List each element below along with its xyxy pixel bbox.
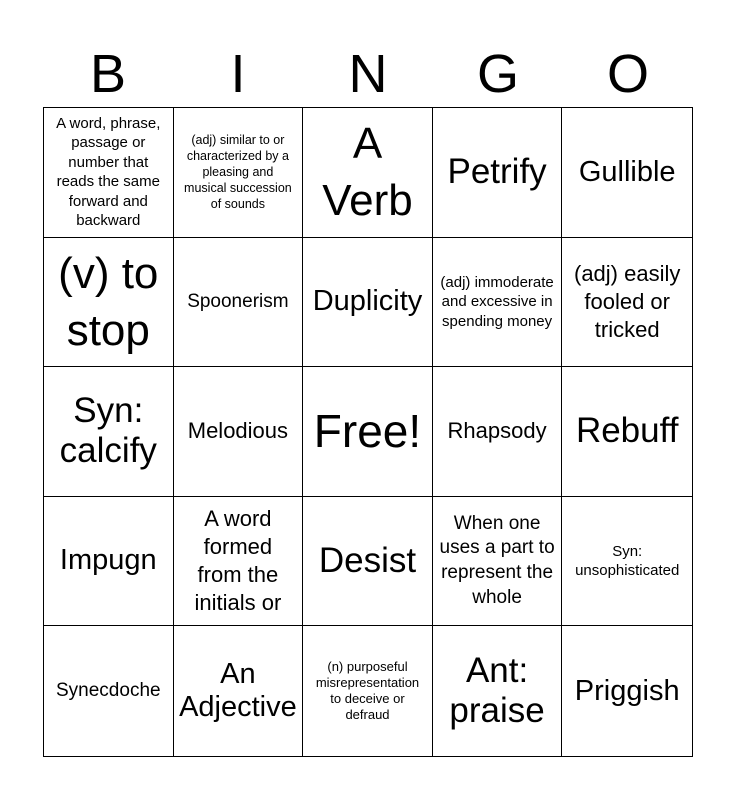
bingo-cell: Synecdoche [44, 626, 174, 756]
bingo-cell: Syn: calcify [44, 367, 174, 497]
bingo-cell: Impugn [44, 497, 174, 627]
header-letter-n: N [348, 44, 388, 104]
bingo-cell: A word formed from the initials or [174, 497, 304, 627]
bingo-cell: (adj) immoderate and excessive in spending money [433, 238, 563, 368]
bingo-header [43, 40, 693, 108]
bingo-cell: Ant: praise [433, 626, 563, 756]
bingo-grid [43, 107, 693, 757]
bingo-cell: A word, phrase, passage or number that reads the same forward and backward [44, 108, 174, 238]
bingo-cell: (v) to stop [44, 238, 174, 368]
header-letter-g: G [476, 44, 519, 104]
bingo-cell: When one uses a part to represent the whole [433, 497, 563, 627]
bingo-cell: Melodious [174, 367, 304, 497]
bingo-cell: Priggish [574, 674, 680, 707]
bingo-cell: Rebuff [562, 367, 692, 497]
bingo-cell: Syn: unsophisticated [562, 497, 692, 627]
bingo-cell: Spoonerism [174, 238, 304, 368]
bingo-cell: A Verb [303, 108, 433, 238]
header-letter-b: B [89, 44, 127, 104]
header-letter-i: I [230, 44, 246, 104]
bingo-cell: (n) purposeful misrepresentation to deceive or defraud [303, 626, 433, 756]
bingo-cell: An Adjective [174, 626, 304, 756]
header-letter-o: O [606, 44, 649, 104]
bingo-cell: Gullible [562, 108, 692, 238]
bingo-cell: Duplicity [303, 238, 433, 368]
bingo-cell: (adj) easily fooled or tricked [562, 238, 692, 368]
free-space-cell: Free! [303, 367, 433, 497]
bingo-cell: Petrify [433, 108, 563, 238]
bingo-cell: Desist [303, 497, 433, 627]
bingo-cell: Rhapsody [433, 367, 563, 497]
bingo-cell: (adj) similar to or characterized by a pleasing and musical succession of sounds [174, 108, 304, 238]
